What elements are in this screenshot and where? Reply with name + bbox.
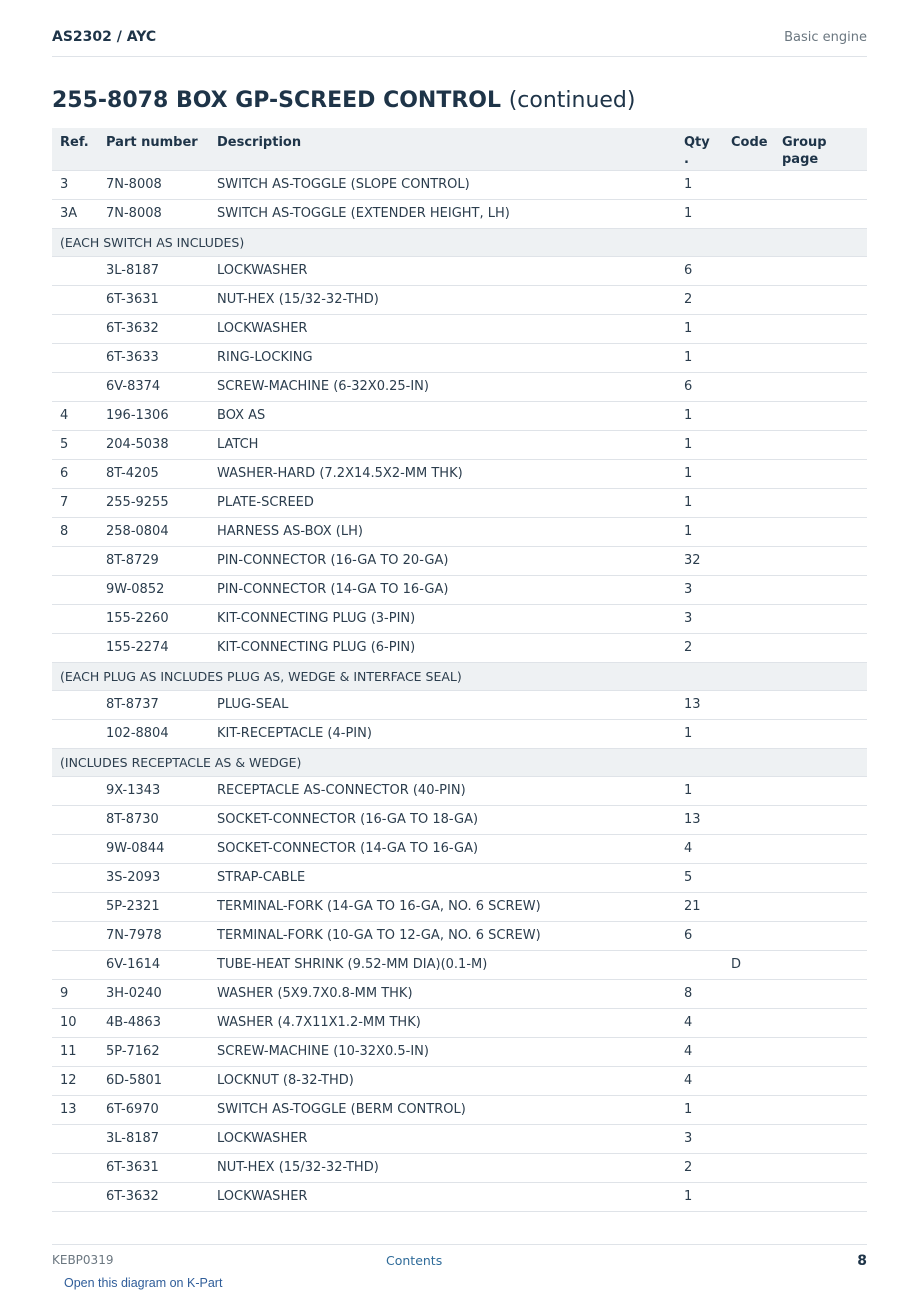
ref-cell: 8: [52, 517, 98, 546]
group-page-cell: [781, 690, 867, 719]
ref-cell: [52, 372, 98, 401]
table-note: (EACH PLUG AS INCLUDES PLUG AS, WEDGE & INTERFACE SEAL): [52, 662, 867, 690]
qty-cell: 1: [682, 1095, 728, 1124]
ref-cell: 7: [52, 488, 98, 517]
description-cell: NUT-HEX (15/32-32-THD): [209, 285, 682, 314]
table-row: [52, 805, 867, 834]
table-row: [52, 430, 867, 459]
description-cell: HARNESS AS-BOX (LH): [209, 517, 682, 546]
qty-cell: 6: [682, 372, 728, 401]
ref-cell: 4: [52, 401, 98, 430]
table-row: [52, 517, 867, 546]
table-row: [52, 1037, 867, 1066]
code-cell: [728, 546, 781, 575]
qty-cell: 1: [682, 776, 728, 805]
group-page-cell: [781, 546, 867, 575]
table-row: [52, 546, 867, 575]
part-number-cell: 6V-1614: [98, 950, 209, 979]
qty-cell: 3: [682, 1124, 728, 1153]
code-cell: [728, 517, 781, 546]
code-cell: [728, 575, 781, 604]
group-page-cell: [781, 430, 867, 459]
part-number-cell: 4B-4863: [98, 1008, 209, 1037]
ref-cell: [52, 604, 98, 633]
table-note: (INCLUDES RECEPTACLE AS & WEDGE): [52, 748, 867, 776]
qty-cell: 4: [682, 1037, 728, 1066]
description-cell: SWITCH AS-TOGGLE (SLOPE CONTROL): [209, 170, 682, 199]
table-row: [52, 575, 867, 604]
table-row: [52, 256, 867, 285]
group-page-cell: [781, 401, 867, 430]
group-page-cell: [781, 488, 867, 517]
qty-cell: 21: [682, 892, 728, 921]
page-title-main: 255-8078 BOX GP-SCREED CONTROL: [52, 88, 502, 113]
code-cell: [728, 979, 781, 1008]
group-page-cell: [781, 199, 867, 228]
page-title: [52, 88, 635, 113]
column-header-qty-label: Qty .: [684, 135, 710, 167]
ref-cell: [52, 834, 98, 863]
table-row: [52, 979, 867, 1008]
part-number-cell: 8T-4205: [98, 459, 209, 488]
code-cell: [728, 1153, 781, 1182]
group-page-cell: [781, 921, 867, 950]
code-cell: [728, 633, 781, 662]
code-cell: [728, 401, 781, 430]
ref-cell: [52, 805, 98, 834]
code-cell: [728, 1066, 781, 1095]
table-row: [52, 604, 867, 633]
description-cell: SOCKET-CONNECTOR (16-GA TO 18-GA): [209, 805, 682, 834]
qty-cell: 3: [682, 575, 728, 604]
group-page-cell: [781, 285, 867, 314]
table-row: [52, 199, 867, 228]
footer-doc-id: KEBP0319: [52, 1253, 114, 1267]
description-cell: SCREW-MACHINE (10-32X0.5-IN): [209, 1037, 682, 1066]
qty-cell: 1: [682, 488, 728, 517]
part-number-cell: 6T-3631: [98, 285, 209, 314]
qty-cell: 32: [682, 546, 728, 575]
column-header-qty: [682, 128, 728, 170]
description-cell: LOCKWASHER: [209, 314, 682, 343]
code-cell: [728, 199, 781, 228]
column-header-ref: Ref.: [52, 128, 98, 170]
contents-link[interactable]: Contents: [386, 1253, 443, 1268]
code-cell: [728, 834, 781, 863]
group-page-cell: [781, 950, 867, 979]
ref-cell: [52, 285, 98, 314]
ref-cell: [52, 776, 98, 805]
description-cell: KIT-CONNECTING PLUG (6-PIN): [209, 633, 682, 662]
ref-cell: [52, 1182, 98, 1211]
group-page-cell: [781, 372, 867, 401]
description-cell: RING-LOCKING: [209, 343, 682, 372]
table-note: (EACH SWITCH AS INCLUDES): [52, 228, 867, 256]
group-page-cell: [781, 1182, 867, 1211]
qty-cell: 2: [682, 285, 728, 314]
code-cell: [728, 805, 781, 834]
qty-cell: 1: [682, 430, 728, 459]
qty-cell: 5: [682, 863, 728, 892]
description-cell: WASHER (5X9.7X0.8-MM THK): [209, 979, 682, 1008]
code-cell: [728, 285, 781, 314]
page-title-suffix: (continued): [508, 88, 636, 113]
table-row: [52, 1153, 867, 1182]
table-row: [52, 1066, 867, 1095]
code-cell: D: [728, 950, 781, 979]
code-cell: [728, 1124, 781, 1153]
description-cell: PIN-CONNECTOR (14-GA TO 16-GA): [209, 575, 682, 604]
group-page-cell: [781, 719, 867, 748]
code-cell: [728, 459, 781, 488]
ref-cell: [52, 343, 98, 372]
table-row: [52, 690, 867, 719]
description-cell: LOCKWASHER: [209, 1124, 682, 1153]
code-cell: [728, 863, 781, 892]
page-footer: [52, 1244, 867, 1275]
part-number-cell: 155-2260: [98, 604, 209, 633]
table-row: [52, 372, 867, 401]
group-page-cell: [781, 1008, 867, 1037]
qty-cell: 13: [682, 690, 728, 719]
qty-cell: 1: [682, 343, 728, 372]
group-page-cell: [781, 1066, 867, 1095]
group-page-cell: [781, 517, 867, 546]
qty-cell: 4: [682, 1008, 728, 1037]
ref-cell: [52, 546, 98, 575]
code-cell: [728, 170, 781, 199]
table-row: [52, 1095, 867, 1124]
description-cell: LOCKWASHER: [209, 1182, 682, 1211]
code-cell: [728, 372, 781, 401]
qty-cell: [682, 950, 728, 979]
group-page-cell: [781, 892, 867, 921]
parts-table: [52, 128, 867, 1212]
part-number-cell: 8T-8729: [98, 546, 209, 575]
group-page-cell: [781, 979, 867, 1008]
ref-cell: [52, 1124, 98, 1153]
qty-cell: 4: [682, 1066, 728, 1095]
group-page-cell: [781, 170, 867, 199]
table-row: [52, 314, 867, 343]
part-number-cell: 258-0804: [98, 517, 209, 546]
ref-cell: [52, 719, 98, 748]
table-row: [52, 459, 867, 488]
description-cell: PIN-CONNECTOR (16-GA TO 20-GA): [209, 546, 682, 575]
part-number-cell: 255-9255: [98, 488, 209, 517]
description-cell: BOX AS: [209, 401, 682, 430]
description-cell: LOCKWASHER: [209, 256, 682, 285]
part-number-cell: 155-2274: [98, 633, 209, 662]
part-number-cell: 196-1306: [98, 401, 209, 430]
description-cell: KIT-RECEPTACLE (4-PIN): [209, 719, 682, 748]
code-cell: [728, 1037, 781, 1066]
description-cell: KIT-CONNECTING PLUG (3-PIN): [209, 604, 682, 633]
qty-cell: 1: [682, 719, 728, 748]
ref-cell: [52, 690, 98, 719]
group-page-cell: [781, 1095, 867, 1124]
description-cell: WASHER (4.7X11X1.2-MM THK): [209, 1008, 682, 1037]
page-header: [52, 28, 867, 57]
ref-cell: 9: [52, 979, 98, 1008]
qty-cell: 1: [682, 199, 728, 228]
qty-cell: 1: [682, 170, 728, 199]
description-cell: TERMINAL-FORK (10-GA TO 12-GA, NO. 6 SCREW): [209, 921, 682, 950]
part-number-cell: 5P-7162: [98, 1037, 209, 1066]
table-row: [52, 285, 867, 314]
ref-cell: 5: [52, 430, 98, 459]
qty-cell: 6: [682, 921, 728, 950]
table-row: [52, 633, 867, 662]
table-note-row: [52, 228, 867, 256]
code-cell: [728, 892, 781, 921]
ref-cell: 3A: [52, 199, 98, 228]
ref-cell: 11: [52, 1037, 98, 1066]
group-page-cell: [781, 805, 867, 834]
description-cell: TUBE-HEAT SHRINK (9.52-MM DIA)(0.1-M): [209, 950, 682, 979]
part-number-cell: 9W-0852: [98, 575, 209, 604]
table-row: [52, 343, 867, 372]
group-page-cell: [781, 343, 867, 372]
part-number-cell: 3L-8187: [98, 1124, 209, 1153]
qty-cell: 2: [682, 633, 728, 662]
ref-cell: 10: [52, 1008, 98, 1037]
part-number-cell: 6T-6970: [98, 1095, 209, 1124]
group-page-cell: [781, 314, 867, 343]
ref-cell: 3: [52, 170, 98, 199]
group-page-cell: [781, 604, 867, 633]
table-note-row: [52, 662, 867, 690]
description-cell: NUT-HEX (15/32-32-THD): [209, 1153, 682, 1182]
table-row: [52, 1182, 867, 1211]
description-cell: SCREW-MACHINE (6-32X0.25-IN): [209, 372, 682, 401]
group-page-cell: [781, 776, 867, 805]
code-cell: [728, 430, 781, 459]
description-cell: SWITCH AS-TOGGLE (EXTENDER HEIGHT, LH): [209, 199, 682, 228]
description-cell: SOCKET-CONNECTOR (14-GA TO 16-GA): [209, 834, 682, 863]
qty-cell: 4: [682, 834, 728, 863]
table-row: [52, 950, 867, 979]
table-row: [52, 719, 867, 748]
ref-cell: 6: [52, 459, 98, 488]
code-cell: [728, 256, 781, 285]
code-cell: [728, 314, 781, 343]
ref-cell: [52, 314, 98, 343]
ref-cell: 12: [52, 1066, 98, 1095]
table-row: [52, 776, 867, 805]
qty-cell: 13: [682, 805, 728, 834]
code-cell: [728, 690, 781, 719]
part-number-cell: 8T-8730: [98, 805, 209, 834]
part-number-cell: 6T-3631: [98, 1153, 209, 1182]
column-header-code: Code: [728, 128, 781, 170]
description-cell: STRAP-CABLE: [209, 863, 682, 892]
qty-cell: 1: [682, 1182, 728, 1211]
code-cell: [728, 488, 781, 517]
part-number-cell: 9W-0844: [98, 834, 209, 863]
code-cell: [728, 1095, 781, 1124]
part-number-cell: 3H-0240: [98, 979, 209, 1008]
column-header-part-number: Part number: [98, 128, 209, 170]
code-cell: [728, 776, 781, 805]
column-header-group-page: Group page: [781, 128, 867, 170]
table-row: [52, 921, 867, 950]
qty-cell: 3: [682, 604, 728, 633]
parts-table-body: [52, 170, 867, 1211]
table-row: [52, 488, 867, 517]
part-number-cell: 6V-8374: [98, 372, 209, 401]
part-number-cell: 6D-5801: [98, 1066, 209, 1095]
ref-cell: [52, 921, 98, 950]
column-header-description: Description: [209, 128, 682, 170]
ref-cell: [52, 256, 98, 285]
part-number-cell: 3L-8187: [98, 256, 209, 285]
ref-cell: 13: [52, 1095, 98, 1124]
qty-cell: 1: [682, 459, 728, 488]
table-row: [52, 892, 867, 921]
table-row: [52, 834, 867, 863]
doc-reference: AS2302 / AYC: [52, 29, 157, 45]
ref-cell: [52, 1153, 98, 1182]
part-number-cell: 7N-8008: [98, 199, 209, 228]
description-cell: LATCH: [209, 430, 682, 459]
table-row: [52, 401, 867, 430]
group-page-cell: [781, 834, 867, 863]
group-page-cell: [781, 863, 867, 892]
ref-cell: [52, 892, 98, 921]
group-page-cell: [781, 575, 867, 604]
description-cell: PLATE-SCREED: [209, 488, 682, 517]
group-page-cell: [781, 633, 867, 662]
qty-cell: 2: [682, 1153, 728, 1182]
ref-cell: [52, 633, 98, 662]
part-number-cell: 6T-3632: [98, 1182, 209, 1211]
code-cell: [728, 1182, 781, 1211]
part-number-cell: 204-5038: [98, 430, 209, 459]
description-cell: PLUG-SEAL: [209, 690, 682, 719]
description-cell: LOCKNUT (8-32-THD): [209, 1066, 682, 1095]
part-number-cell: 6T-3632: [98, 314, 209, 343]
part-number-cell: 102-8804: [98, 719, 209, 748]
table-header-row: [52, 128, 867, 170]
ref-cell: [52, 575, 98, 604]
qty-cell: 1: [682, 517, 728, 546]
code-cell: [728, 604, 781, 633]
part-number-cell: 3S-2093: [98, 863, 209, 892]
group-page-cell: [781, 459, 867, 488]
group-page-cell: [781, 1153, 867, 1182]
group-page-cell: [781, 1124, 867, 1153]
table-row: [52, 1008, 867, 1037]
table-row: [52, 863, 867, 892]
code-cell: [728, 719, 781, 748]
open-kpart-link[interactable]: Open this diagram on K-Part: [64, 1276, 223, 1290]
part-number-cell: 5P-2321: [98, 892, 209, 921]
description-cell: WASHER-HARD (7.2X14.5X2-MM THK): [209, 459, 682, 488]
code-cell: [728, 343, 781, 372]
page-number: 8: [857, 1253, 867, 1269]
part-number-cell: 7N-8008: [98, 170, 209, 199]
qty-cell: 6: [682, 256, 728, 285]
table-row: [52, 170, 867, 199]
code-cell: [728, 921, 781, 950]
table-row: [52, 1124, 867, 1153]
qty-cell: 1: [682, 401, 728, 430]
group-page-cell: [781, 1037, 867, 1066]
table-note-row: [52, 748, 867, 776]
section-name: Basic engine: [784, 30, 867, 45]
description-cell: RECEPTACLE AS-CONNECTOR (40-PIN): [209, 776, 682, 805]
qty-cell: 8: [682, 979, 728, 1008]
part-number-cell: 8T-8737: [98, 690, 209, 719]
part-number-cell: 6T-3633: [98, 343, 209, 372]
ref-cell: [52, 863, 98, 892]
description-cell: TERMINAL-FORK (14-GA TO 16-GA, NO. 6 SCREW): [209, 892, 682, 921]
qty-cell: 1: [682, 314, 728, 343]
ref-cell: [52, 950, 98, 979]
group-page-cell: [781, 256, 867, 285]
code-cell: [728, 1008, 781, 1037]
part-number-cell: 9X-1343: [98, 776, 209, 805]
description-cell: SWITCH AS-TOGGLE (BERM CONTROL): [209, 1095, 682, 1124]
part-number-cell: 7N-7978: [98, 921, 209, 950]
